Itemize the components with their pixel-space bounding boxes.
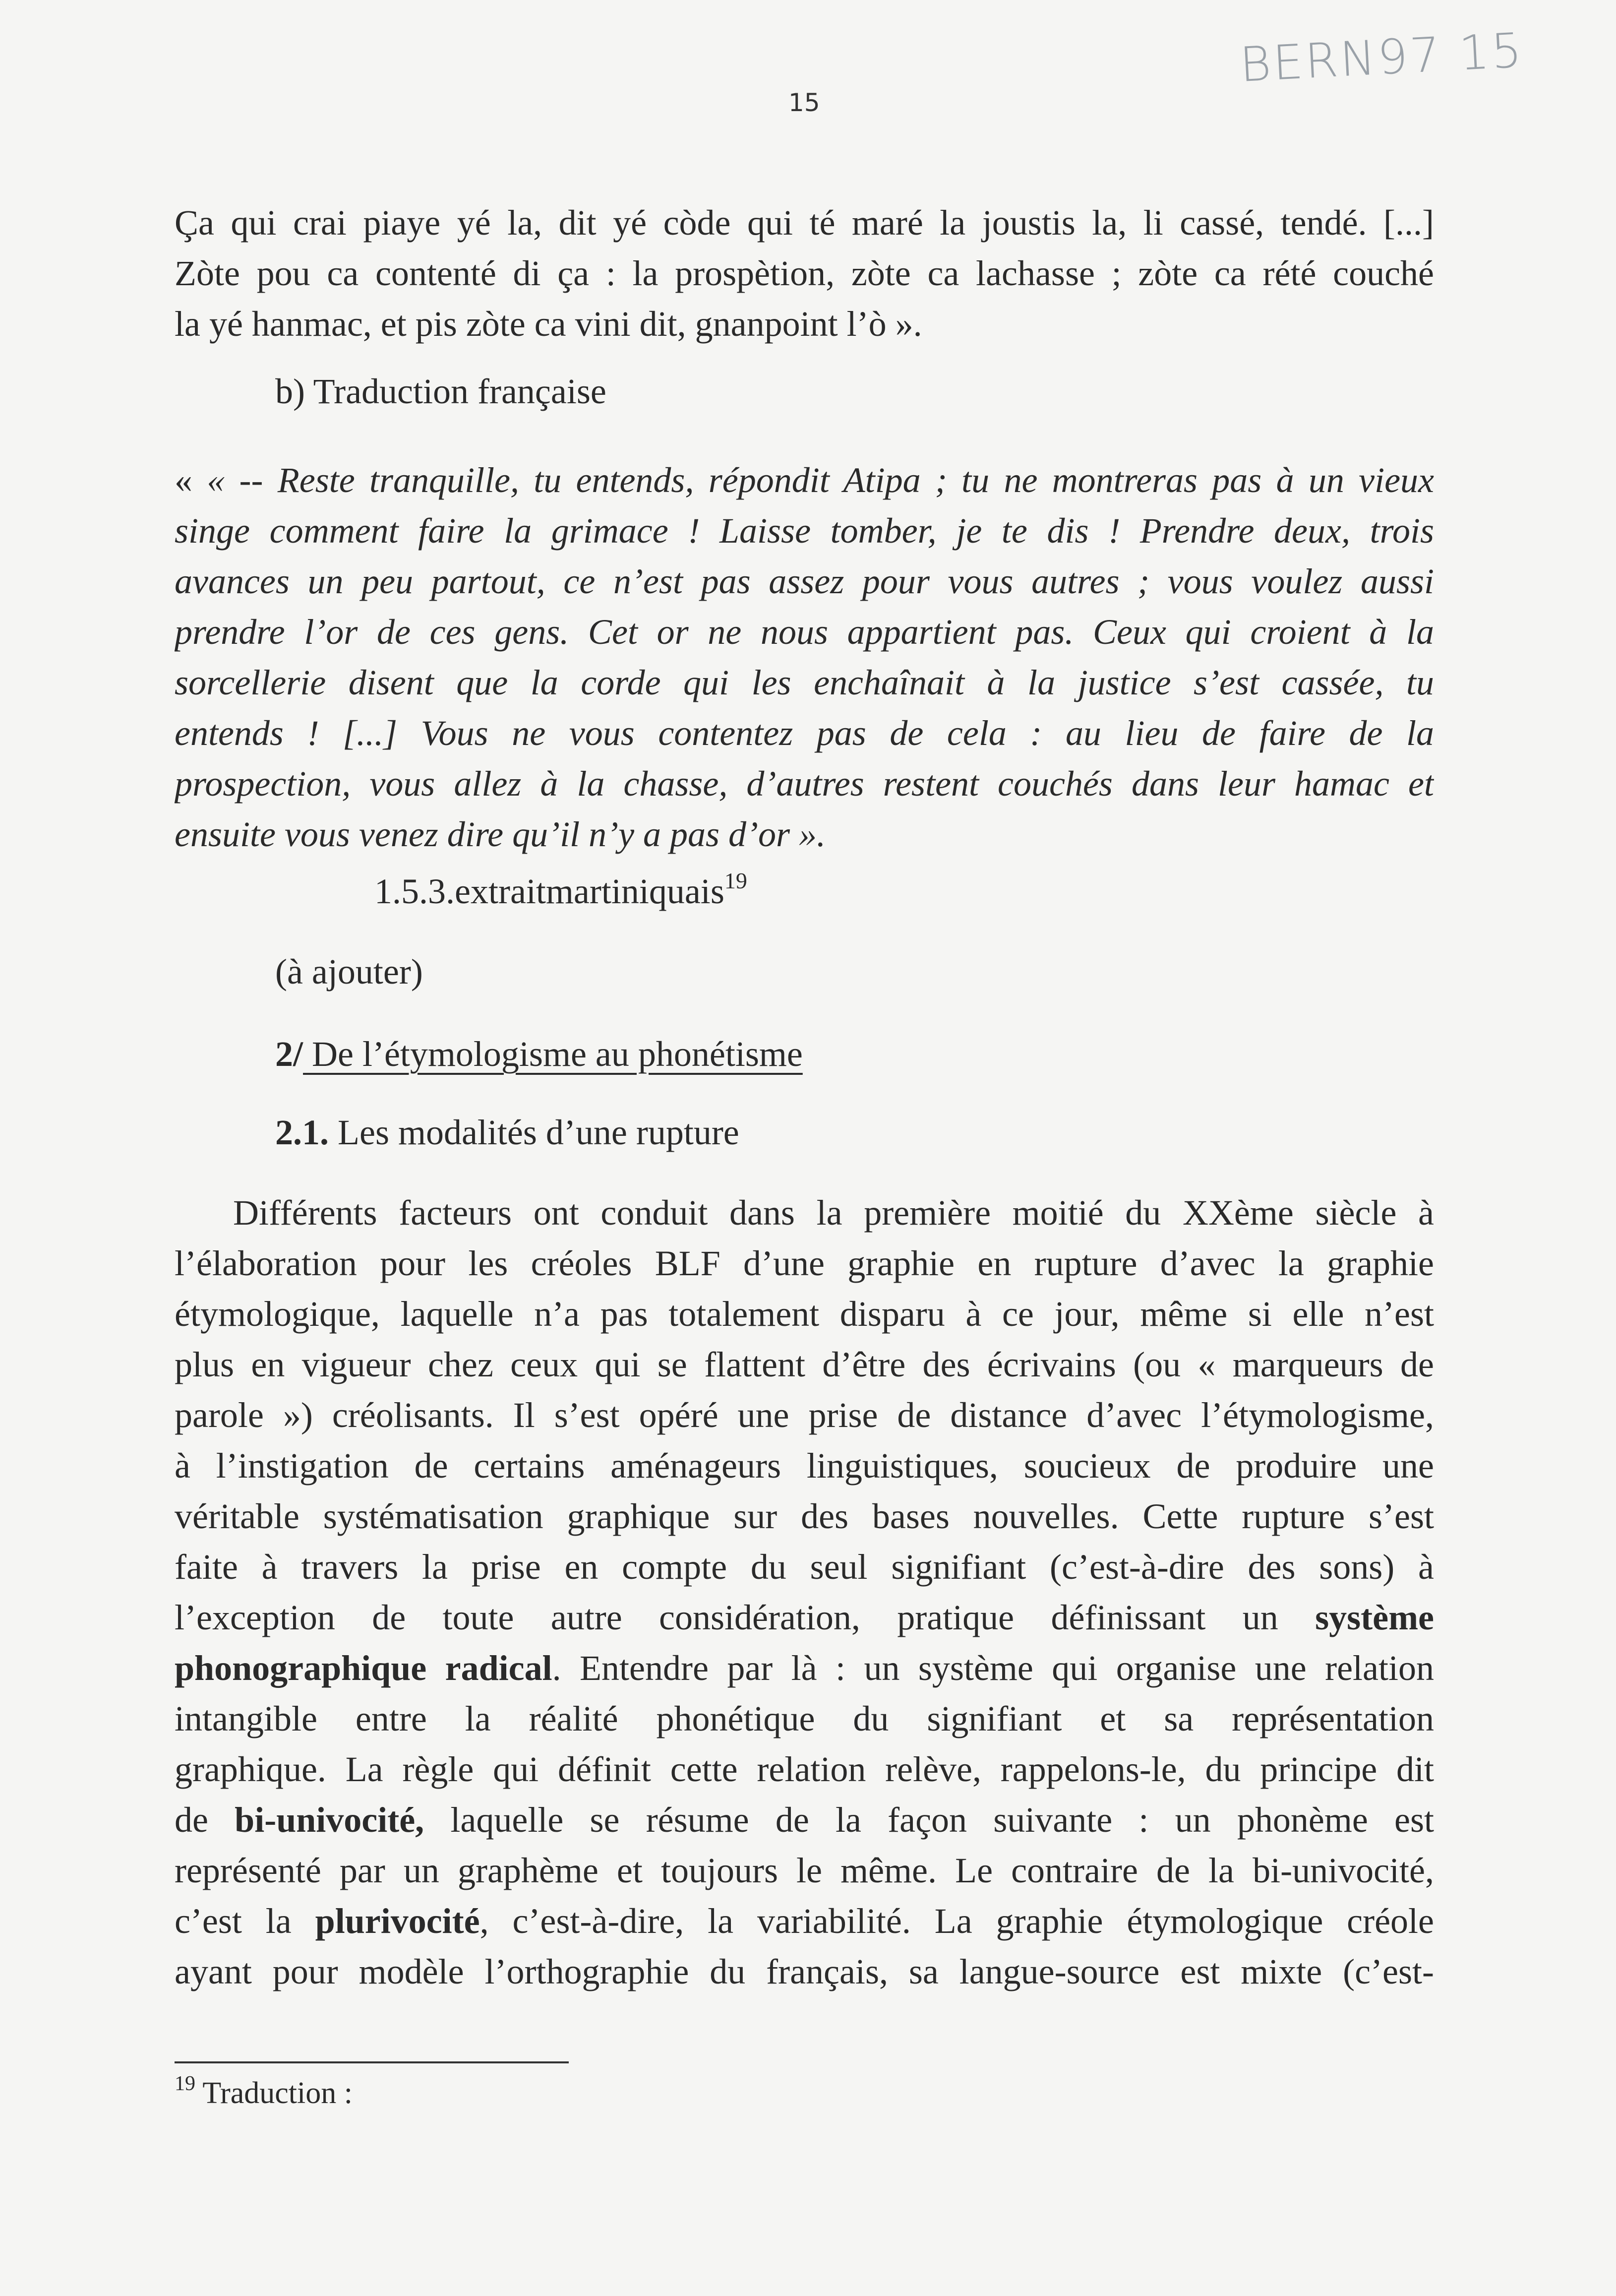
translation-line: avances un peu partout, ce n’est pas assez pour vous autres ; vous voulez aussi	[175, 561, 1434, 601]
body-line: étymologique, laquelle n’a pas totalement disparu à ce jour, même si elle n’est	[175, 1294, 1434, 1334]
footnote	[175, 2073, 353, 2113]
to-add-note: (à ajouter)	[275, 952, 423, 992]
term-phonographique-radical: phonographique radical	[175, 1648, 552, 1688]
footnote-ref: 19	[724, 868, 747, 893]
body-line: à l’instigation de certains aménageurs linguistiques, soucieux de produire une	[175, 1446, 1434, 1486]
creole-line: Zòte pou ca contenté di ça : la prospètion, zòte ca lachasse ; zòte ca rété couché	[175, 253, 1434, 293]
body-line: ayant pour modèle l’orthographie du français, sa langue-source est mixte (c’est-	[175, 1952, 1434, 1991]
footnote-number: 19	[175, 2072, 195, 2095]
translation-line-text: « -- Reste tranquille, tu entends, répondit Atipa ; tu ne montreras pas à un vieux	[207, 460, 1434, 500]
section-2-1-number: 2.1.	[275, 1113, 329, 1152]
body-line-text: l’exception de toute autre considération, pratique définissant un	[175, 1598, 1316, 1637]
term-bi-univocite: bi-univocité,	[235, 1800, 424, 1840]
section-1-5-3-heading	[374, 866, 747, 917]
body-line: véritable systématisation graphique sur des bases nouvelles. Cette rupture s’est	[175, 1496, 1434, 1536]
body-line-text: de	[175, 1800, 235, 1840]
body-line-text: , c’est-à-dire, la variabilité. La graphie étymologique créole	[479, 1901, 1434, 1941]
body-line: l’élaboration pour les créoles BLF d’une graphie en rupture d’avec la graphie	[175, 1243, 1434, 1283]
body-paragraph	[175, 1187, 1434, 1997]
page-number: 15	[788, 88, 820, 117]
body-line-text: laquelle se résume de la façon suivante : un phonème est	[424, 1800, 1434, 1840]
body-line: graphique. La règle qui définit cette relation relève, rappelons-le, du principe dit	[175, 1749, 1434, 1789]
body-line	[175, 1795, 1434, 1845]
translation-line: « « -- Reste tranquille, tu entends, répondit Atipa ; tu ne montreras pas à un vieux	[175, 460, 1434, 500]
footnote-divider	[175, 2061, 569, 2063]
body-line: parole ») créolisants. Il s’est opéré une prise de distance d’avec l’étymologisme,	[175, 1395, 1434, 1435]
footnote-text: Traduction :	[195, 2076, 353, 2110]
body-line	[175, 1643, 1434, 1693]
term-plurivocite: plurivocité	[315, 1901, 480, 1941]
term-systeme: système	[1315, 1598, 1434, 1637]
translation-line: singe comment faire la grimace ! Laisse tomber, je te dis ! Prendre deux, trois	[175, 511, 1434, 551]
section-1-5-3-label: 1.5.3.extraitmartiniquais	[374, 871, 724, 911]
translation-line: prospection, vous allez à la chasse, d’autres restent couchés dans leur hamac et	[175, 764, 1434, 804]
body-line: intangible entre la réalité phonétique du signifiant et sa représentation	[175, 1699, 1434, 1738]
translation-line: sorcellerie disent que la corde qui les enchaînait à la justice s’est cassée, tu	[175, 663, 1434, 702]
body-line: représenté par un graphème et toujours le même. Le contraire de la bi-univocité,	[175, 1851, 1434, 1890]
creole-paragraph	[175, 197, 1434, 349]
body-line	[175, 1896, 1434, 1946]
section-2-1-heading	[275, 1107, 739, 1158]
section-2-1-title: Les modalités d’une rupture	[329, 1113, 739, 1152]
handwritten-annotation: BERN97 15	[1238, 22, 1525, 93]
section-2-title: De l’étymologisme au phonétisme	[303, 1034, 803, 1074]
translation-line: prendre l’or de ces gens. Cet or ne nous appartient pas. Ceux qui croient à la	[175, 612, 1434, 652]
body-line: Différents facteurs ont conduit dans la première moitié du XXème siècle à	[233, 1193, 1434, 1233]
body-line-text: c’est la	[175, 1901, 315, 1941]
section-2-heading	[275, 1029, 803, 1079]
translation-paragraph	[175, 455, 1434, 860]
creole-line: la yé hanmac, et pis zòte ca vini dit, gnanpoint l’ò ».	[175, 304, 922, 344]
body-line: plus en vigueur chez ceux qui se flattent d’être des écrivains (ou « marqueurs de	[175, 1345, 1434, 1384]
body-line-text: . Entendre par là : un système qui organise une relation	[552, 1648, 1434, 1688]
translation-line: entends ! [...] Vous ne vous contentez pas de cela : au lieu de faire de la	[175, 713, 1434, 753]
creole-line: Ça qui crai piaye yé la, dit yé còde qui té maré la joustis la, li cassé, tendé. [...]	[175, 203, 1434, 243]
body-line	[175, 1592, 1434, 1643]
translation-line: ensuite vous venez dire qu’il n’y a pas d’or ».	[175, 814, 826, 854]
body-line: faite à travers la prise en compte du seul signifiant (c’est-à-dire des sons) à	[175, 1547, 1434, 1587]
section-2-number: 2/	[275, 1034, 303, 1074]
subheading-translation: b) Traduction française	[275, 372, 606, 411]
